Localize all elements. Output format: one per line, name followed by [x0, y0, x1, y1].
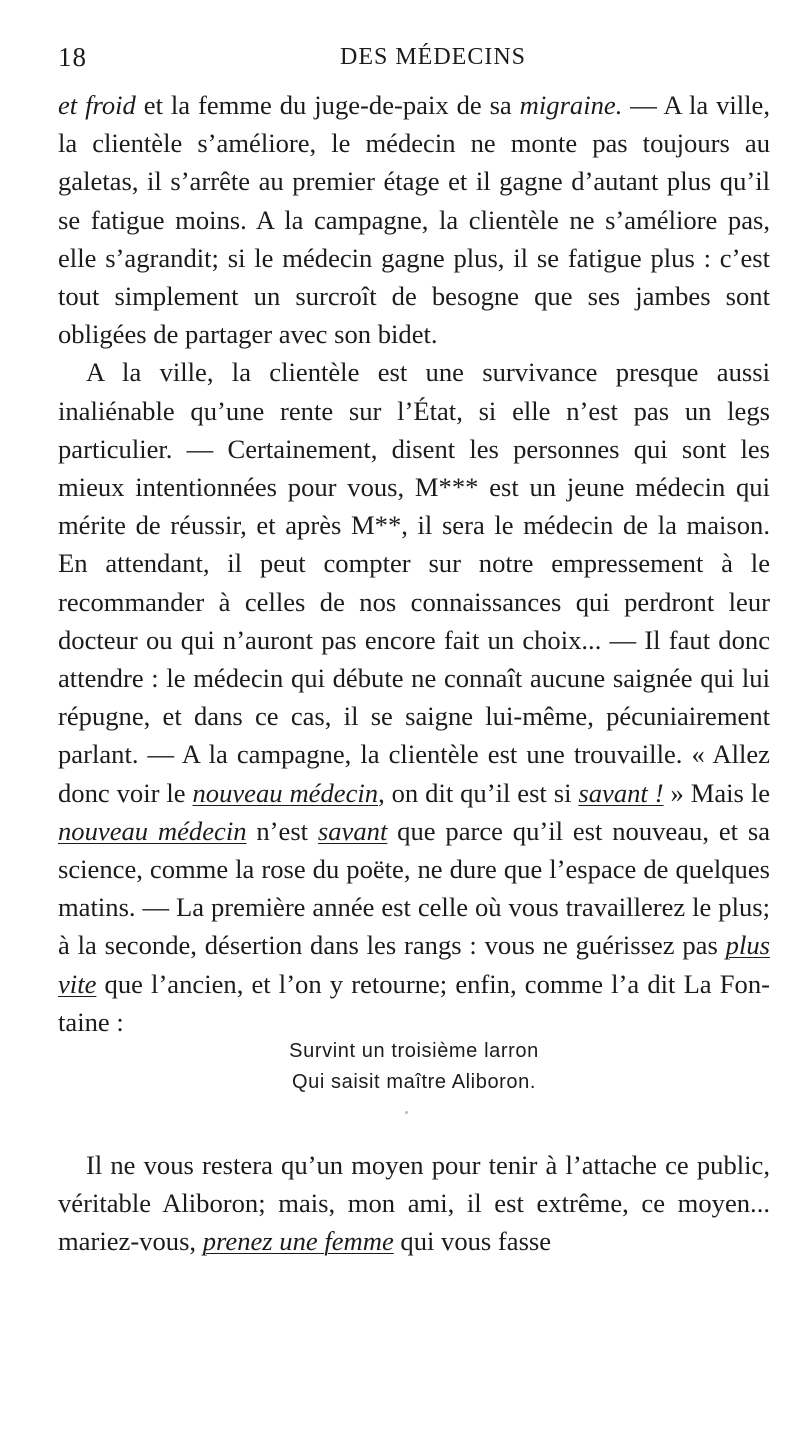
italic-phrase: nouveau médecin: [58, 815, 247, 846]
page-number: 18: [58, 42, 87, 72]
closing-text: [58, 1146, 770, 1261]
paragraph-3: [58, 1146, 770, 1261]
text-run: A la ville, la clientèle est une survivance presque aussi inaliénable qu’une rente sur l’État, si elle n’est pas un legs particulier. — Certainement, disent les personnes qui sont les mieux intentionnées pour vous, M*** est un jeune médecin qui mérite de réussir, et après M**, il sera le médecin de la maison. En attendant, il peut compter sur notre empressement à le recommander à celles de nos connaissances qui perdront leur docteur ou qui n’auront pas encore fait un choix... — Il faut donc attendre : le médecin qui débute ne connaît aucune saignée qui lui répugne, et dans ce cas, il se saigne lui-même, pécuniairement parlant. — A la campagne, la clientèle est une trouvaille. « Allez donc voir le: [58, 357, 770, 808]
verse-line-2: Qui saisit maître Aliboron.: [291, 1071, 537, 1093]
paragraph-1: [58, 86, 770, 353]
text-run: que l’ancien, et l’on y retourne; enfin, comme l’a dit La Fontaine :: [58, 968, 770, 1037]
text-run: » Mais le: [663, 777, 771, 808]
verse-quotation: [58, 1036, 770, 1098]
text-run: n’est: [246, 815, 318, 846]
text-run: , on dit qu’il est si: [378, 777, 579, 808]
running-head: DES MÉDECINS: [339, 44, 526, 70]
page-header: [58, 42, 768, 82]
italic-phrase: savant !: [578, 777, 664, 808]
text-run: qui vous fasse: [393, 1226, 552, 1257]
main-text: [58, 86, 770, 1041]
italic-phrase: plus vite: [58, 930, 770, 999]
text-run: — A la ville, la clientèle s’améliore, le médecin ne monte pas toujours au galetas, il s’arrête au premier étage et il gagne d’autant plus qu’il se fatigue moins. A la campagne, la clientèle ne s’améliore pas, elle s’agrandit; si le médecin gagne plus, il se fatigue plus : c’est tout simplement un surcroît de besogne que ses jambes sont obligées de partager avec son bidet.: [58, 90, 771, 350]
text-run: que parce qu’il est nouveau, et sa science, comme la rose du poëte, ne dure que l’espace de quelques matins. — La première année est celle où vous travaillerez le plus; à la seconde, désertion dans les rangs : vous ne guérissez pas: [58, 815, 770, 961]
italic-phrase: migraine.: [519, 90, 623, 120]
verse-line-1: Survint un troisième larron: [289, 1040, 539, 1062]
text-run: et la femme du juge-de-paix de sa: [135, 90, 520, 120]
italic-phrase: et froid: [58, 90, 136, 120]
paper-speck: [405, 1111, 408, 1114]
italic-phrase: prenez une femme: [202, 1226, 394, 1257]
italic-phrase: savant: [317, 815, 388, 846]
italic-phrase: nouveau médecin: [192, 777, 379, 808]
paragraph-2: [58, 353, 770, 1041]
text-run: Il ne vous restera qu’un moyen pour tenir à l’attache ce public, véritable Aliboron; mais, mon ami, il est extrême, ce moyen... mariez-vous,: [58, 1150, 770, 1257]
